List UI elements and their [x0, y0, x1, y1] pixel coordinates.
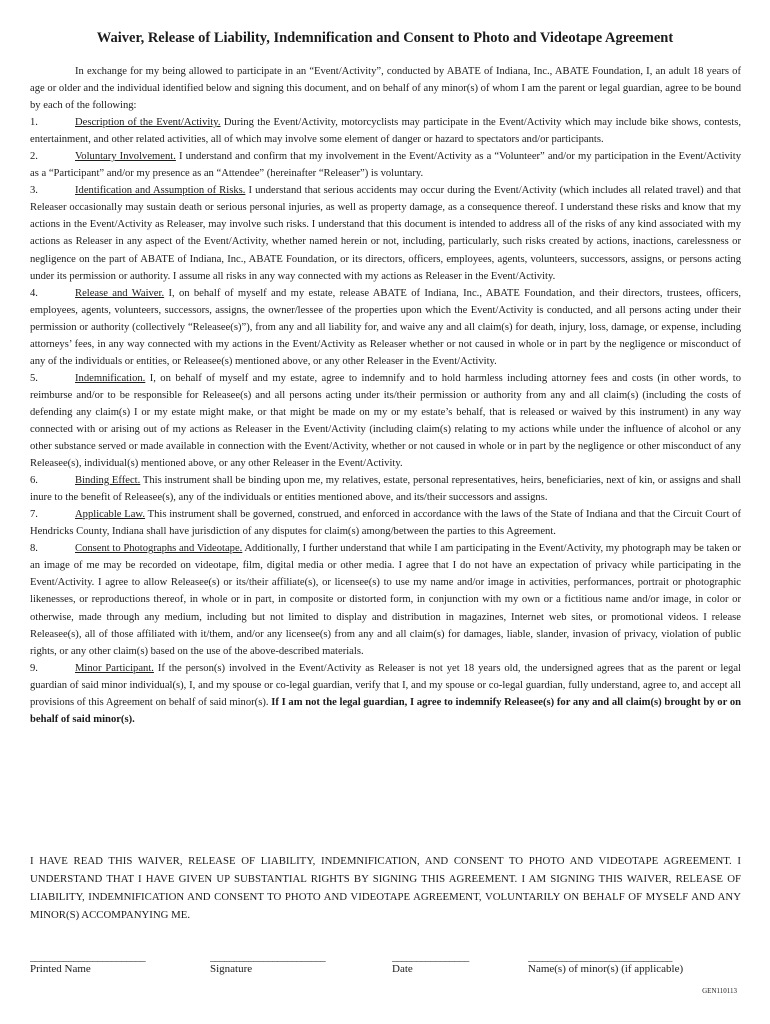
intro-paragraph: In exchange for my being allowed to participate in an “Event/Activity”, conducted by ABATE of Indiana, Inc., ABATE Foundation, I, an adult 18 years of age or older and the individual identified below and signing this document, and on behalf of any minor(s) of whom I am the parent or legal guardian, agree to be bound by each of the following:: [30, 66, 741, 112]
section-text: I understand and confirm that my involvement in the Event/Activity as a “Volunteer” and/or my participation in the Event/Activity as a “Participant” and/or my presence as an “Attendee” (hereinafter “Releaser”) is voluntary.: [30, 151, 741, 180]
section-heading: Binding Effect.: [75, 475, 141, 487]
section-8: [30, 540, 741, 659]
section-number: 5.: [30, 372, 38, 384]
section-7: [30, 506, 741, 540]
section-text: This instrument shall be binding upon me, my relatives, estate, personal representatives, heirs, beneficiaries, next of kin, or assigns and shall inure to the benefit of Releasee(s), any of the individuals or entities mentioned above, and its/their successors and assigns.: [30, 475, 741, 504]
printed-name-line[interactable]: ________________________: [30, 952, 146, 963]
section-heading: Release and Waiver.: [75, 287, 165, 299]
agreement-body: [30, 63, 741, 728]
section-2: [30, 148, 741, 182]
section-text: During the Event/Activity, motorcyclists may participate in the Event/Activity which may include bike shows, contests, entertainment, and other related activities, all of which may involve some element of danger or hazard to spectators and/or participants.: [30, 117, 741, 146]
section-4: [30, 285, 741, 370]
section-text: I, on behalf of myself and my estate, agree to indemnify and to hold harmless including attorney fees and costs (in other words, to reimburse and/or to be responsible for Releasee(s) and all persons acting under its/their permission or authority from any and all claim(s) (including the costs of defending any claim(s) I or my estate might make, or that might be made on my or my estate’s behalf, that is released or waived by this instrument) in any way connected with or arising out of my actions as Releaser in the Event/Activity (including claim(s) relating to my actions while under the influence of alcohol or any other substance served or made available in connection with the Event/Activity, whether or not caused in whole or in part by the negligence or other misconduct of any Releasee(s), individual(s) mentioned above, or any other Releaser in the Event/Activity.: [30, 372, 741, 470]
date-label: Date: [392, 963, 413, 975]
section-9: [30, 660, 741, 728]
section-text: If the person(s) involved in the Event/Activity as Releaser is not yet 18 years old, the undersigned agrees that as the parent or legal guardian of said minor individual(s), I, and my spouse or co-legal guardian, verify that I, and my spouse or co-legal guardian, fully understand, agree to, and accept all provisions of this Agreement on behalf of said minor(s).: [30, 662, 741, 708]
section-6: [30, 472, 741, 506]
section-number: 6.: [30, 475, 38, 487]
section-heading: Consent to Photographs and Videotape.: [75, 543, 243, 555]
section-number: 9.: [30, 662, 38, 674]
minor-names-label: Name(s) of minor(s) (if applicable): [528, 963, 684, 975]
section-heading: Minor Participant.: [75, 662, 154, 674]
section-number: 3.: [30, 185, 38, 197]
signature-label: Signature: [210, 963, 253, 975]
printed-name-label: Printed Name: [30, 963, 91, 975]
section-number: 8.: [30, 543, 38, 555]
section-bold-text: If I am not the legal guardian, I agree to indemnify Releasee(s) for any and all claim(s) brought by or on behalf of said minor(s).: [30, 696, 742, 725]
section-number: 7.: [30, 509, 38, 521]
date-line[interactable]: ________________: [392, 952, 469, 963]
section-heading: Indemnification.: [75, 372, 146, 384]
section-heading: Identification and Assumption of Risks.: [75, 185, 246, 197]
section-heading: Applicable Law.: [75, 509, 146, 521]
section-text: I understand that serious accidents may occur during the Event/Activity (which includes all related travel) and that Releaser occasionally may sustain death or serious personal injuries, as well as property damage, as a consequence thereof. I understand these risks and know that my actions in the Event/Activity as Releaser, may involve such risks. I understand that this document is intended to address all of the risks of any kind associated with my actions as Releaser in any aspect of the Event/Activity, whether named herein or not, including, particularly, such risks created by actions, inactions, carelessness or negligence on the part of ABATE of Indiana, Inc., ABATE Foundation, or its directors, officers, employees, agents, volunteers, successors, assigns, or persons acting under its permission or authority. I assume all risks in any way connected with my actions as Releaser in the Event/Activity.: [30, 185, 741, 282]
section-1: [30, 114, 741, 148]
form-code: GEN110113: [702, 987, 737, 995]
section-text: I, on behalf of myself and my estate, release ABATE of Indiana, Inc., ABATE Foundation, and their directors, trustees, officers, employees, agents, volunteers, successors, assigns, the owner/lessee of the properties upon which the Event/Activity is conducted, and all persons acting under their permission or authority (collectively “Releasee(s)”), from any and all liability for, and waive any and all claim(s) for death, injury, loss, damage, or expense, including attorneys’ fees, in any way connected with my actions in the Event/Activity as Releaser whether or not caused in whole or in part by the negligence or misconduct of any of the individuals or entities, or Releasee(s) mentioned above, or any other Releaser in the Event/Activity.: [30, 287, 742, 367]
section-heading: Description of the Event/Activity.: [75, 117, 221, 129]
section-5: [30, 370, 741, 472]
section-number: 4.: [30, 287, 38, 299]
section-number: 1.: [30, 117, 38, 129]
document-title: Waiver, Release of Liability, Indemnification and Consent to Photo and Videotape Agreement: [96, 30, 674, 46]
section-text: Additionally, I further understand that while I am participating in the Event/Activity, my photograph may be taken or an image of me may be recorded on videotape, film, digital media or other media. I agree that I do not have an expectation of privacy while participating in the Event/Activity. I agree to allow Releasee(s) or its/their affiliate(s), or licensee(s) to use my name and/or image in activities, performances, portrait or photographic likenesses, or reproductions thereof, in whole or in part, in composite or distorted form, in conjunction with my own or a fictitious name and/or image, in color or otherwise, made through any medium, including but not limited to display and distribution in magazines, Internet web sites, or promotional videos. I release Releasee(s), all of those affiliated with it/them, and/or any licensee(s) from any and all claim(s) for damages, liable, slander, invasion of privacy, violation of public rights, or any other claim(s) based on the use of the above-described materials.: [30, 543, 741, 657]
section-heading: Voluntary Involvement.: [75, 151, 176, 163]
minor-names-line[interactable]: ______________________________: [528, 952, 672, 963]
signature-line[interactable]: ________________________: [210, 952, 326, 963]
acknowledgment-statement: I HAVE READ THIS WAIVER, RELEASE OF LIABILITY, INDEMNIFICATION, AND CONSENT TO PHOTO AND VIDEOTAPE AGREEMENT. I UNDERSTAND THAT I HAVE GIVEN UP SUBSTANTIAL RIGHTS BY SIGNING THIS AGREEMENT. I AM SIGNING THIS WAIVER, RELEASE OF LIABILITY, INDEMNIFICATION AND CONSENT TO PHOTO AND VIDEOTAPE AGREEMENT, VOLUNTARILY ON BEHALF OF MYSELF AND ANY MINOR(S) ACCOMPANYING ME.: [30, 855, 741, 921]
section-number: 2.: [30, 151, 38, 163]
section-3: [30, 182, 741, 284]
section-text: This instrument shall be governed, construed, and enforced in accordance with the laws of the State of Indiana and that the Circuit Court of Hendricks County, Indiana shall have jurisdiction of any disputes for claim(s) among/between the parties to this Agreement.: [30, 509, 741, 538]
